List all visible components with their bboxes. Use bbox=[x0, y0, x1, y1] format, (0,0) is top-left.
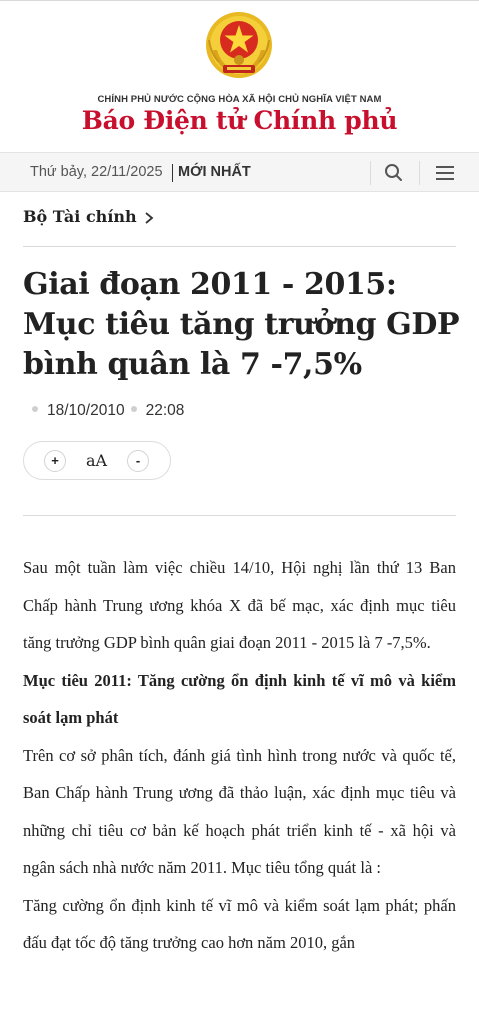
chevron-right-icon bbox=[143, 211, 155, 225]
article-body bbox=[23, 549, 456, 962]
font-size-control bbox=[23, 441, 171, 480]
content-divider bbox=[23, 515, 456, 516]
article-paragraph: Tăng cường ổn định kinh tế vĩ mô và kiểm soát lạm phát; phấn đấu đạt tốc độ tăng trưởng cao hơn năm 2010, gắn bbox=[23, 895, 456, 952]
navigation-bar bbox=[0, 152, 479, 192]
search-icon[interactable] bbox=[382, 162, 406, 184]
nav-separator bbox=[172, 164, 173, 182]
article-subheading: Mục tiêu 2011: Tăng cường ổn định kinh tế vĩ mô và kiểm soát lạm phát bbox=[23, 670, 456, 727]
breadcrumb-category[interactable]: Bộ Tài chính bbox=[23, 207, 137, 226]
national-emblem-icon[interactable] bbox=[203, 10, 275, 86]
bullet-dot bbox=[32, 406, 38, 412]
nav-divider bbox=[370, 161, 371, 185]
hamburger-menu-icon[interactable] bbox=[434, 164, 456, 182]
increase-font-button[interactable]: + bbox=[44, 450, 66, 472]
article-date: 18/10/2010 bbox=[47, 402, 125, 419]
breadcrumb[interactable] bbox=[23, 207, 456, 247]
article-time: 22:08 bbox=[145, 402, 185, 419]
nav-divider bbox=[419, 161, 420, 185]
article-paragraph: Sau một tuần làm việc chiều 14/10, Hội nghị lần thứ 13 Ban Chấp hành Trung ương khóa X đã bế mạc, xác định mục tiêu tăng trưởng GDP bình quân giai đoạn 2011 - 2015 là 7 -7,5%. bbox=[23, 558, 456, 652]
current-date: Thứ bảy, 22/11/2025 bbox=[30, 164, 163, 180]
decrease-font-button[interactable]: - bbox=[127, 450, 149, 472]
site-header bbox=[0, 1, 479, 151]
font-size-label: aA bbox=[86, 451, 108, 470]
bullet-dot bbox=[131, 406, 137, 412]
government-line: CHÍNH PHỦ NƯỚC CỘNG HÒA XÃ HỘI CHỦ NGHĨA VIỆT NAM bbox=[97, 94, 382, 105]
article-paragraph: Trên cơ sở phân tích, đánh giá tình hình trong nước và quốc tế, Ban Chấp hành Trung ương đã thảo luận, xác định mục tiêu và những chỉ tiêu cơ bản kế hoạch phát triển kinh tế - xã hội và ngân sách nhà nước năm 2011. Mục tiêu tổng quát là : bbox=[23, 745, 456, 877]
article-meta bbox=[32, 402, 184, 422]
article-title: Giai đoạn 2011 - 2015: Mục tiêu tăng trưởng GDP bình quân là 7 -7,5% bbox=[23, 267, 460, 382]
latest-news-link[interactable]: MỚI NHẤT bbox=[178, 164, 251, 180]
site-title[interactable]: Báo Điện tử Chính phủ bbox=[81, 106, 398, 135]
